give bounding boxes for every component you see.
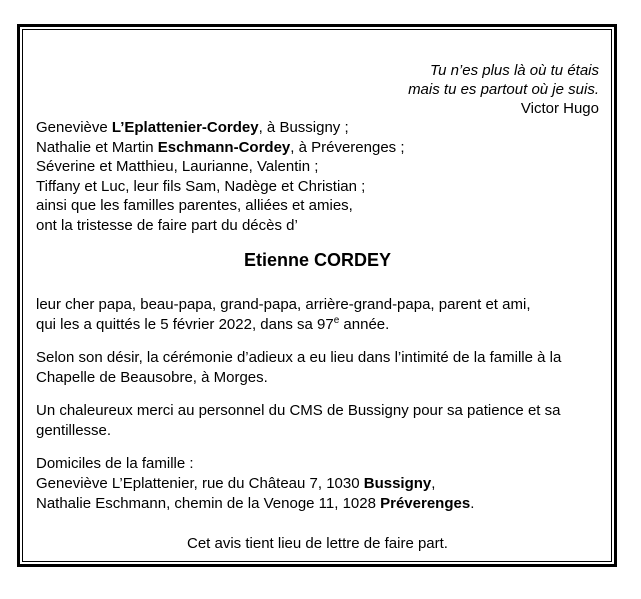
thanks-line-1: Un chaleureux merci au personnel du CMS de Bussigny pour sa patience et sa (36, 402, 561, 419)
epigraph (36, 61, 599, 118)
epigraph-line-1: Tu n’es plus là où tu étais (430, 62, 599, 79)
addresses-heading: Domiciles de la famille : (36, 455, 194, 472)
address-line-1-post: , (431, 475, 436, 492)
family-line-4: Tiffany et Luc, leur fils Sam, Nadège et Christian ; (36, 177, 366, 195)
family-announcement (36, 118, 599, 235)
family-line-1-pre: Geneviève (36, 119, 112, 136)
family-line-3: Séverine et Matthieu, Laurianne, Valentin ; (36, 158, 319, 175)
address-line-1 (36, 474, 599, 494)
notice-outer-border (17, 24, 617, 567)
deceased-name: Etienne CORDEY (243, 250, 392, 270)
ceremony-paragraph (36, 348, 599, 388)
family-line-5: ainsi que les familles parentes, alliées et amies, (36, 197, 353, 214)
epigraph-attribution: Victor Hugo (520, 100, 599, 117)
age-ordinal-superscript: e (333, 315, 340, 326)
address-line-2-city: Préverenges (380, 495, 471, 512)
notice-inner-border (22, 29, 612, 562)
thanks-paragraph (36, 401, 599, 441)
family-line-2-pre: Nathalie et Martin (36, 138, 158, 156)
family-line-1 (36, 118, 599, 138)
epigraph-line-2: mais tu es partout où je suis. (408, 81, 599, 98)
thanks-line-2: gentillesse. (36, 422, 112, 439)
tribute-line-2 (36, 315, 599, 335)
address-line-2 (36, 494, 599, 514)
tribute-line-1: leur cher papa, beau-papa, grand-papa, arrière-grand-papa, parent et ami, (36, 296, 531, 313)
closing-line: Cet avis tient lieu de lettre de faire part. (187, 535, 448, 552)
address-line-1-city: Bussigny (363, 475, 432, 492)
family-line-1-name: L’Eplattenier-Cordey (111, 119, 259, 136)
tribute-line-2-post: année. (339, 316, 390, 333)
family-line-2-name: Eschmann-Cordey (157, 138, 291, 156)
addresses-section (36, 454, 599, 514)
address-line-1-pre: Geneviève L’Eplattenier, rue du Château 7, 1030 (36, 475, 364, 492)
family-line-6: ont la tristesse de faire part du décès d’ (36, 216, 298, 234)
tribute-line-2-pre: qui les a quittés le 5 février 2022, dans sa 97 (36, 316, 334, 333)
family-line-2-post: , à Préverenges ; (290, 138, 405, 156)
ceremony-line-2: Chapelle de Beausobre, à Morges. (36, 369, 268, 386)
address-line-2-pre: Nathalie Eschmann, chemin de la Venoge 11, 1028 (36, 495, 381, 512)
family-line-2 (36, 138, 599, 158)
ceremony-line-1: Selon son désir, la cérémonie d’adieux a eu lieu dans l’intimité de la famille à la (36, 349, 562, 366)
family-line-1-post: , à Bussigny ; (258, 119, 349, 136)
notice-content (23, 30, 611, 561)
address-line-2-post: . (470, 495, 475, 512)
tribute-paragraph (36, 295, 599, 335)
